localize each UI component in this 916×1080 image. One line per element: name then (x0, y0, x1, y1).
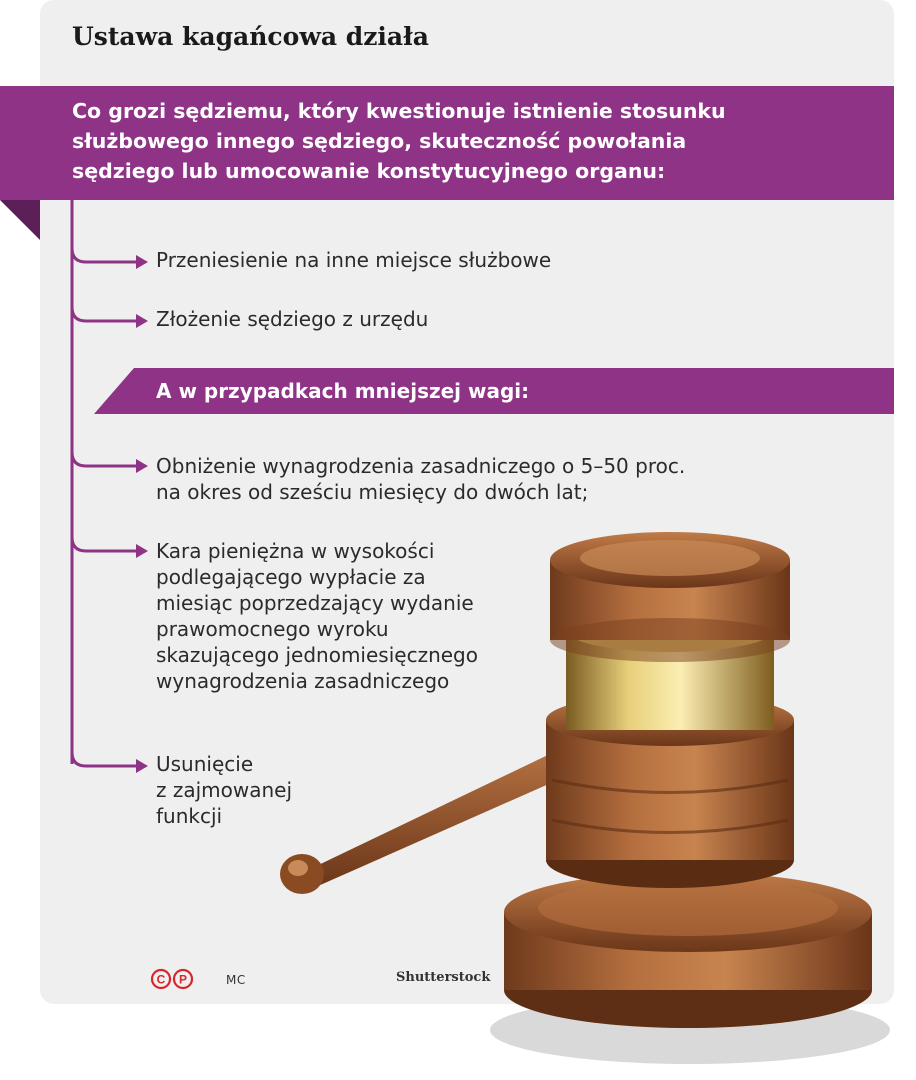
logo-letter: P (178, 972, 188, 987)
logo-letter: C (156, 972, 166, 987)
page-title: Ustawa kagańcowa działa (72, 22, 429, 51)
list-item: Obniżenie wynagrodzenia zasadniczego o 5–50 proc. na okres od sześciu miesięcy do dwóch lat; (156, 454, 686, 504)
header-line: Co grozi sędziemu, który kwestionuje istnienie stosunku (72, 99, 726, 123)
author-initials: MC (226, 973, 246, 987)
list-item: Kara pieniężna w wysokości podlegającego wypłacie za miesiąc poprzedzający wydanie prawomocnego wyroku skazującego jednomiesięcznego wynagrodzenia zasadniczego (156, 539, 478, 693)
list-item: Przeniesienie na inne miejsce służbowe (156, 248, 552, 272)
header-line: sędziego lub umocowanie konstytucyjnego organu: (72, 159, 666, 183)
copyright-logo (150, 968, 196, 990)
header-fold-shadow (0, 200, 40, 240)
gavel-illustration (270, 520, 916, 1080)
image-source: Shutterstock (396, 970, 491, 985)
subheader-text: A w przypadkach mniejszej wagi: (156, 379, 530, 403)
header-question (72, 96, 872, 186)
list-item: Złożenie sędziego z urzędu (156, 307, 429, 331)
header-line: służbowego innego sędziego, skuteczność powołania (72, 129, 687, 153)
list-item: Usunięcie z zajmowanej funkcji (156, 752, 293, 828)
